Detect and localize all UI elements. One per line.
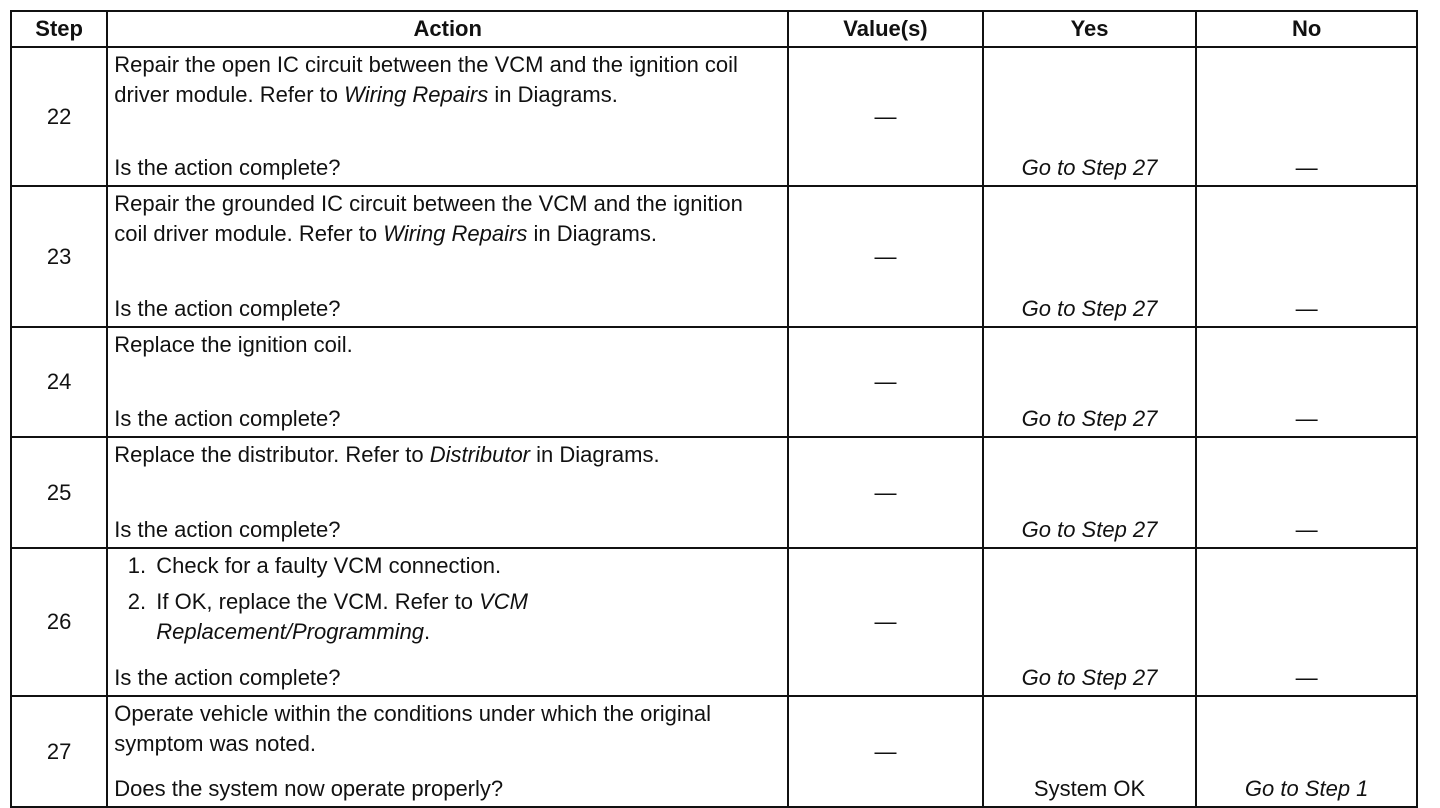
action-cell <box>107 437 788 548</box>
no-result: Go to Step 1 <box>1244 776 1369 801</box>
action-cell <box>107 548 788 696</box>
table-row <box>11 696 1417 807</box>
step-number: 26 <box>11 548 107 696</box>
yes-cell <box>983 696 1197 807</box>
action-question: Is the action complete? <box>114 155 341 180</box>
list-item: 2. If OK, replace the VCM. Refer to VCM Replacement/Programming. <box>152 587 779 647</box>
yes-result: Go to Step 27 <box>1021 665 1158 690</box>
no-result: — <box>1295 517 1318 542</box>
action-question: Is the action complete? <box>114 406 341 431</box>
no-result: — <box>1295 665 1318 690</box>
no-cell <box>1196 186 1417 327</box>
no-cell <box>1196 47 1417 186</box>
table-row <box>11 186 1417 327</box>
header-action: Action <box>107 11 788 47</box>
no-cell <box>1196 548 1417 696</box>
yes-cell <box>983 186 1197 327</box>
diagnostic-table <box>10 10 1418 808</box>
step-number: 23 <box>11 186 107 327</box>
action-cell <box>107 327 788 437</box>
value-cell: — <box>788 47 983 186</box>
action-cell <box>107 47 788 186</box>
table-row <box>11 47 1417 186</box>
reference-link: Distributor <box>429 442 531 467</box>
header-step: Step <box>11 11 107 47</box>
no-cell <box>1196 327 1417 437</box>
list-item: 1. Check for a faulty VCM connection. <box>152 551 779 581</box>
no-result: — <box>1295 155 1318 180</box>
yes-cell <box>983 548 1197 696</box>
action-cell <box>107 186 788 327</box>
no-cell <box>1196 696 1417 807</box>
action-text: Replace the ignition coil. <box>114 332 353 357</box>
table-row <box>11 327 1417 437</box>
action-text: Repair the grounded IC circuit between the VCM and the ignition coil driver module. Refer to Wiring Repairs in Diagrams. <box>114 191 743 246</box>
step-number: 27 <box>11 696 107 807</box>
reference-link: Wiring Repairs <box>383 221 528 246</box>
action-cell <box>107 696 788 807</box>
action-question: Is the action complete? <box>114 517 341 542</box>
table-row <box>11 437 1417 548</box>
table-row <box>11 548 1417 696</box>
yes-result: Go to Step 27 <box>1021 517 1158 542</box>
header-row <box>11 11 1417 47</box>
action-question: Is the action complete? <box>114 665 341 690</box>
action-text: Repair the open IC circuit between the VCM and the ignition coil driver module. Refer to Wiring Repairs in Diagrams. <box>114 52 738 107</box>
action-text: Replace the distributor. Refer to Distributor in Diagrams. <box>114 442 660 467</box>
yes-cell <box>983 437 1197 548</box>
step-number: 22 <box>11 47 107 186</box>
yes-result: System OK <box>1033 776 1146 801</box>
yes-result: Go to Step 27 <box>1021 296 1158 321</box>
no-result: — <box>1295 406 1318 431</box>
value-cell: — <box>788 327 983 437</box>
no-result: — <box>1295 296 1318 321</box>
value-cell: — <box>788 696 983 807</box>
reference-link: Wiring Repairs <box>344 82 489 107</box>
header-values: Value(s) <box>788 11 983 47</box>
value-cell: — <box>788 548 983 696</box>
no-cell <box>1196 437 1417 548</box>
action-text: Operate vehicle within the conditions under which the original symptom was noted. <box>114 701 712 756</box>
reference-link: VCM Replacement/Programming <box>156 589 528 644</box>
yes-result: Go to Step 27 <box>1021 406 1158 431</box>
header-no: No <box>1196 11 1417 47</box>
value-cell: — <box>788 437 983 548</box>
action-question: Is the action complete? <box>114 296 341 321</box>
action-question: Does the system now operate properly? <box>114 776 504 801</box>
step-number: 25 <box>11 437 107 548</box>
yes-result: Go to Step 27 <box>1021 155 1158 180</box>
action-steps-list <box>114 551 779 647</box>
yes-cell <box>983 327 1197 437</box>
yes-cell <box>983 47 1197 186</box>
header-yes: Yes <box>983 11 1197 47</box>
step-number: 24 <box>11 327 107 437</box>
value-cell: — <box>788 186 983 327</box>
